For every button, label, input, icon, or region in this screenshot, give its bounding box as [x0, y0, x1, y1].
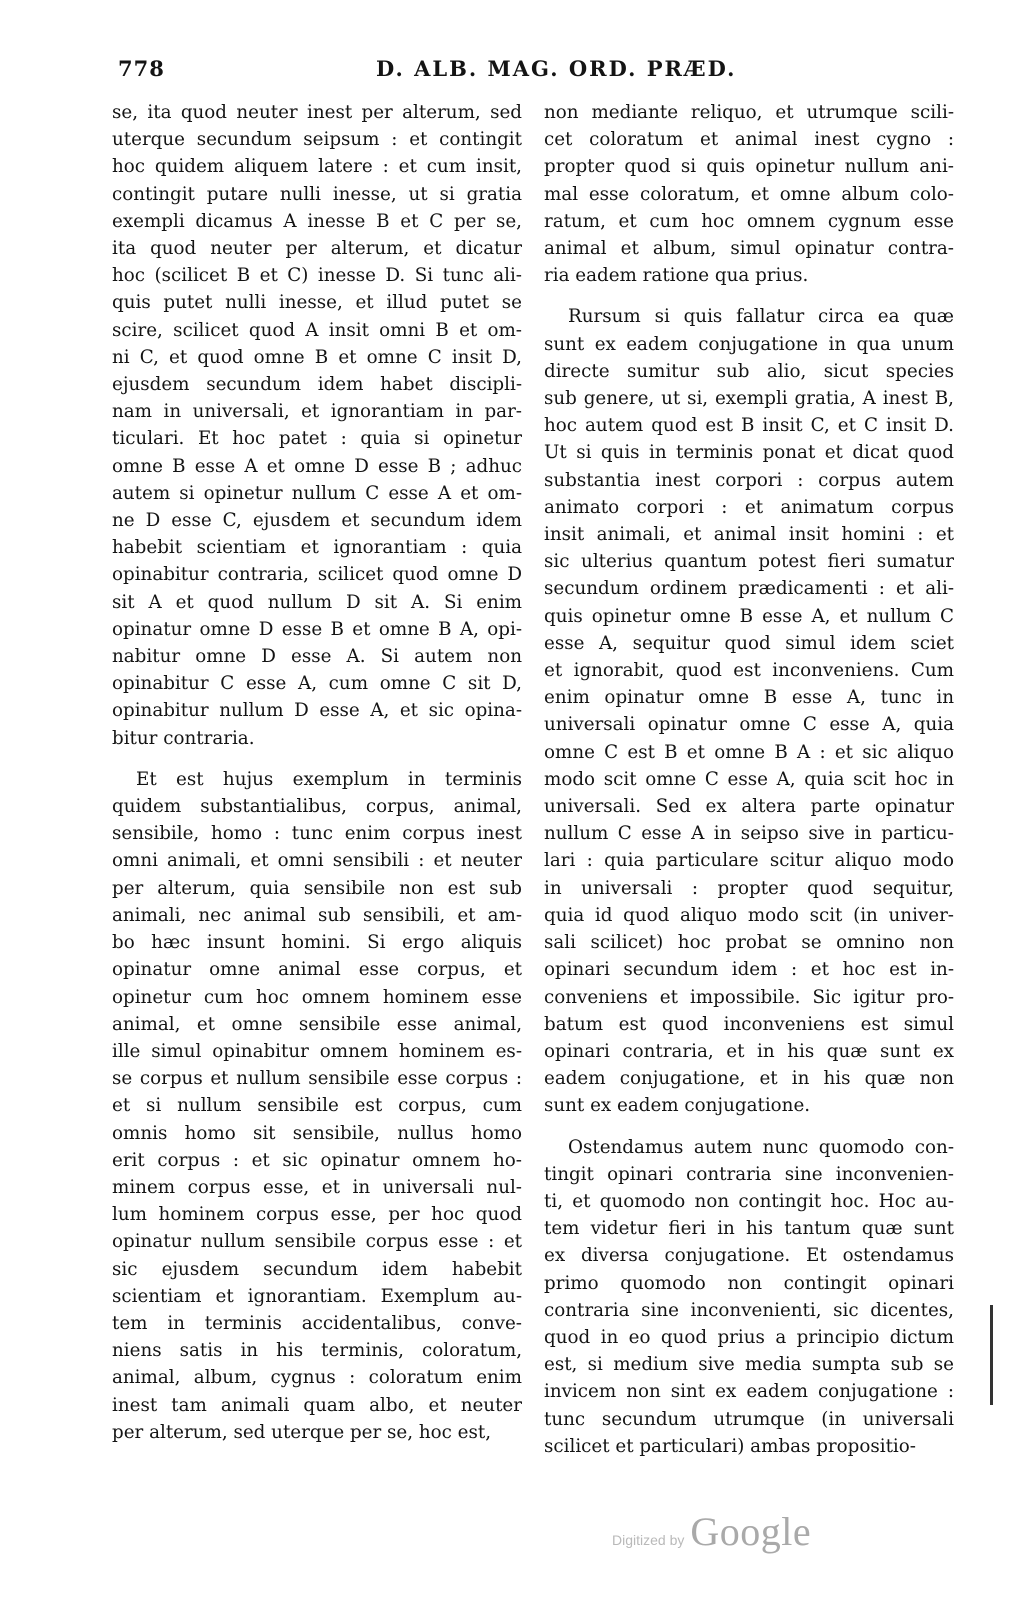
text-line: hoc quidem aliquem latere : et cum insit, [112, 156, 522, 178]
paragraph-gap [544, 289, 954, 303]
text-line: tem videtur fieri in his tantum quæ sunt [544, 1218, 954, 1240]
text-line: uterque secundum seipsum : et contingit [112, 129, 522, 151]
text-line: scilicet et particulari) ambas propositio- [544, 1435, 916, 1457]
text-line: sunt ex eadem conjugatione. [544, 1095, 811, 1117]
text-line: opinabitur C esse A, cum omne C sit D, [112, 673, 522, 695]
text-line: opinetur cum hoc omnem hominem esse [112, 986, 522, 1008]
text-line: exempli dicamus A inesse B et C per se, [112, 210, 522, 232]
text-line: animato corpori : et animatum corpus [544, 496, 954, 518]
text-line: contraria sine inconvenienti, sic dicentes, [544, 1299, 954, 1321]
digitized-watermark [612, 1508, 811, 1555]
text-line: Ut si quis in terminis ponat et dicat quod [544, 442, 954, 464]
text-line: opinari contraria, et in his quæ sunt ex [544, 1040, 954, 1062]
text-line: primo quomodo non contingit opinari [544, 1272, 954, 1294]
text-line: est, si medium sive media sumpta sub se [544, 1354, 954, 1376]
text-line: per alterum, quia sensibile non est sub [112, 877, 522, 899]
text-line: tem in terminis accidentalibus, conve- [112, 1312, 522, 1334]
text-line: quis opinetur omne B esse A, et nullum C [544, 605, 954, 627]
text-line: Rursum si quis fallatur circa ea quæ [568, 306, 954, 328]
text-line: omnis homo sit sensibile, nullus homo [112, 1122, 522, 1144]
text-line: Et est hujus exemplum in terminis [136, 768, 522, 790]
text-line: opinabitur nullum D esse A, et sic opina- [112, 700, 522, 722]
text-line: conveniens et impossibile. Sic igitur pro- [544, 986, 954, 1008]
text-line: scire, scilicet quod A insit omni B et om- [112, 319, 522, 341]
text-line: in universali : propter quod sequitur, [544, 877, 954, 899]
text-line: hoc autem quod est B insit C, et C insit D. [544, 415, 954, 437]
text-line: quis putet nulli inesse, et illud putet se [112, 292, 522, 314]
text-line: omne C est B et omne B A : et sic aliquo [544, 741, 954, 763]
text-line: ita quod neuter per alterum, et dicatur [112, 238, 522, 260]
paragraph-gap [544, 1120, 954, 1134]
right-text-column [544, 99, 954, 1460]
text-line: quidem substantialibus, corpus, animal, [112, 796, 522, 818]
text-line: niens satis in his terminis, coloratum, [112, 1340, 522, 1362]
text-line: batum est quod inconveniens est simul [544, 1013, 954, 1035]
page-number: 778 [118, 56, 165, 81]
text-line: et ignorabit, quod est inconveniens. Cum [544, 660, 954, 682]
paragraph-gap [112, 752, 522, 766]
text-line: bo hæc insunt homini. Si ergo aliquis [112, 932, 522, 954]
text-line: habebit scientiam et ignorantiam : quia [112, 537, 522, 559]
text-line: animal, et omne sensibile esse animal, [112, 1013, 522, 1035]
text-line: sic ulterius quantum potest fieri sumatur [544, 551, 954, 573]
text-line: sub genere, ut si, exempli gratia, A inest B, [544, 388, 954, 410]
text-line: modo scit omne C esse A, quia scit hoc in [544, 768, 954, 790]
text-line: nabitur omne D esse A. Si autem non [112, 646, 522, 668]
text-line: inest tam animali quam albo, et neuter [112, 1394, 522, 1416]
text-line: se corpus et nullum sensibile esse corpus : [112, 1068, 522, 1090]
text-line: ti, et quomodo non contingit hoc. Hoc au- [544, 1190, 954, 1212]
text-line: sali scilicet) hoc probat se omnino non [544, 932, 954, 954]
text-line: opinatur omne D esse B et omne B A, opi- [112, 618, 522, 640]
text-line: mal esse coloratum, et omne album colo- [544, 183, 954, 205]
text-line: animal et album, simul opinatur contra- [544, 238, 954, 260]
text-line: quia id quod aliquo modo scit (in univer- [544, 904, 954, 926]
text-line: substantia inest corpori : corpus autem [544, 469, 954, 491]
text-line: se, ita quod neuter inest per alterum, sed [112, 102, 522, 123]
text-line: eadem conjugatione, et in his quæ non [544, 1068, 954, 1090]
page-edge-mark [990, 1305, 993, 1405]
text-line: ticulari. Et hoc patet : quia si opinetur [112, 428, 522, 450]
google-logo: Google [690, 1509, 812, 1554]
text-line: animal, album, cygnus : coloratum enim [112, 1367, 522, 1389]
text-line: tunc secundum utrumque (in universali [544, 1408, 954, 1430]
left-text-column [112, 99, 522, 1446]
text-line: quod in eo quod prius a principio dictum [544, 1326, 954, 1348]
text-line: enim opinatur omne B esse A, tunc in [544, 687, 954, 709]
text-line: sic ejusdem secundum idem habebit [112, 1258, 522, 1280]
text-line: autem si opinetur nullum C esse A et om- [112, 482, 522, 504]
text-line: opinabitur contraria, scilicet quod omne D [112, 564, 522, 586]
text-line: sunt ex eadem conjugatione in qua unum [544, 333, 954, 355]
text-line: universali opinatur omne C esse A, quia [544, 714, 954, 736]
text-line: lum hominem corpus esse, per hoc quod [112, 1204, 522, 1226]
text-line: bitur contraria. [112, 727, 255, 749]
text-line: ejusdem secundum idem habet discipli- [112, 374, 522, 396]
text-line: sensibile, homo : tunc enim corpus inest [112, 823, 522, 845]
text-line: sit A et quod nullum D sit A. Si enim [112, 591, 522, 613]
text-line: invicem non sint ex eadem conjugatione : [544, 1381, 954, 1403]
digitized-label: Digitized by [612, 1532, 685, 1548]
text-line: opinari secundum idem : et hoc est in- [544, 959, 954, 981]
text-line: nullum C esse A in seipso sive in particu- [544, 823, 954, 845]
text-line: ratum, et cum hoc omnem cygnum esse [544, 210, 954, 232]
text-line: nam in universali, et ignorantiam in par- [112, 401, 522, 423]
text-line: lari : quia particulare scitur aliquo modo [544, 850, 954, 872]
text-line: insit animali, et animal insit homini : et [544, 524, 954, 546]
text-line: omne B esse A et omne D esse B ; adhuc [112, 455, 522, 477]
text-line: ex diversa conjugatione. Et ostendamus [544, 1245, 954, 1267]
text-line: animali, nec animal sub sensibili, et am- [112, 904, 522, 926]
text-line: per alterum, sed uterque per se, hoc est, [112, 1421, 492, 1443]
text-line: omni animali, et omni sensibili : et neuter [112, 850, 522, 872]
text-line: ille simul opinabitur omnem hominem es- [112, 1040, 522, 1062]
text-line: ne D esse C, ejusdem et secundum idem [112, 510, 522, 532]
text-line: erit corpus : et sic opinatur omnem ho- [112, 1149, 522, 1171]
text-line: opinatur omne animal esse corpus, et [112, 959, 522, 981]
text-line: universali. Sed ex altera parte opinatur [544, 796, 954, 818]
text-line: ria eadem ratione qua prius. [544, 265, 809, 287]
text-line: esse A, sequitur quod simul idem sciet [544, 632, 954, 654]
text-line: directe sumitur sub alio, sicut species [544, 360, 954, 382]
text-line: propter quod si quis opinetur nullum ani- [544, 156, 954, 178]
text-line: scientiam et ignorantiam. Exemplum au- [112, 1285, 522, 1307]
text-line: et si nullum sensibile est corpus, cum [112, 1095, 522, 1117]
text-line: non mediante reliquo, et utrumque scili- [544, 102, 954, 123]
text-line: ni C, et quod omne B et omne C insit D, [112, 346, 522, 368]
text-line: hoc (scilicet B et C) inesse D. Si tunc ali- [112, 265, 522, 287]
text-line: cet coloratum et animal inest cygno : [544, 129, 954, 151]
text-line: opinatur nullum sensibile corpus esse : et [112, 1231, 522, 1253]
running-title: D. ALB. MAG. ORD. PRÆD. [376, 56, 737, 81]
text-line: tingit opinari contraria sine inconvenien- [544, 1163, 954, 1185]
text-line: Ostendamus autem nunc quomodo con- [568, 1136, 954, 1158]
text-line: secundum ordinem prædicamenti : et ali- [544, 578, 954, 600]
text-line: contingit putare nulli inesse, ut si gratia [112, 183, 522, 205]
text-line: minem corpus esse, et in universali nul- [112, 1176, 522, 1198]
